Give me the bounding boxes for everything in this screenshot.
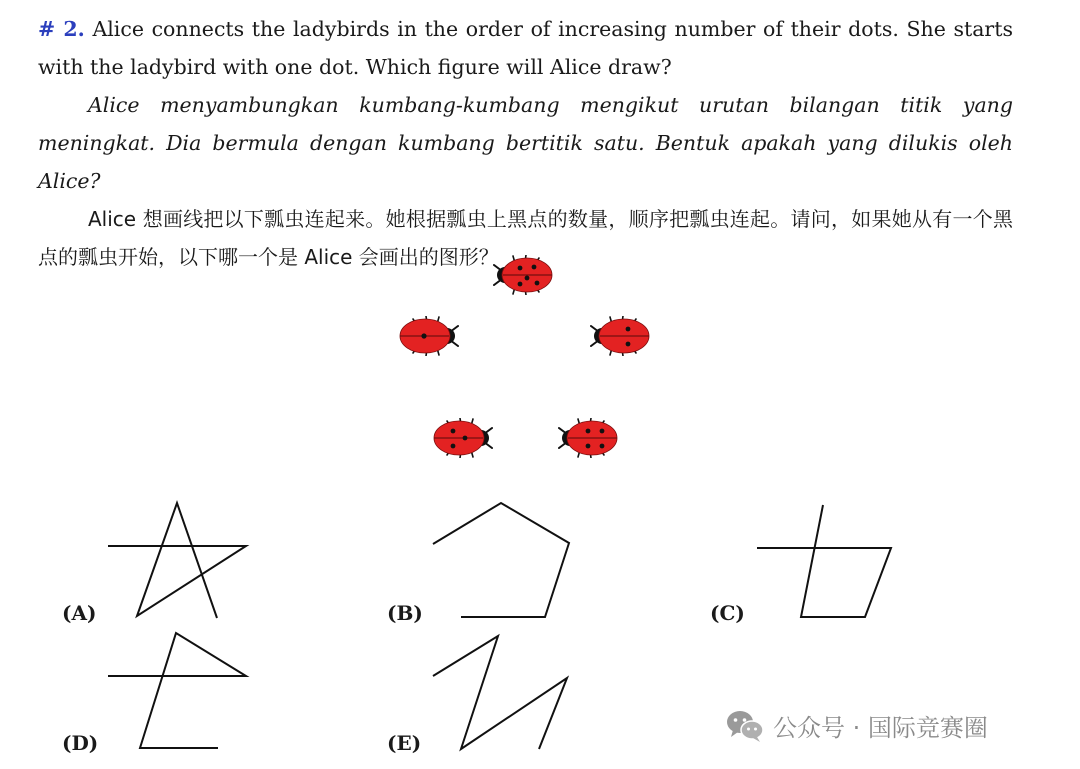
option-a-label[interactable]: (A) — [62, 601, 97, 625]
option-b-label[interactable]: (B) — [387, 601, 423, 625]
watermark-text: 公众号 · 国际竞赛圈 — [773, 714, 988, 742]
option-d-label[interactable]: (D) — [62, 731, 99, 755]
option-e-label[interactable]: (E) — [387, 731, 422, 755]
wechat-icon — [725, 709, 765, 743]
option-c-figure — [750, 495, 910, 625]
option-b-figure — [425, 495, 585, 625]
option-d-figure — [100, 625, 260, 755]
option-e-figure — [425, 625, 585, 755]
ladybird-three-dots — [431, 418, 493, 458]
question-english — [38, 10, 1013, 86]
ladybird-one-dot — [397, 316, 459, 356]
question-malay: Alice menyambungkan kumbang-kumbang mengikut urutan bilangan titik yang meningkat. Dia bermula dengan kumbang bertitik satu. Bentuk apakah yang dilukis oleh Alice? — [38, 93, 1013, 193]
question-english-text: Alice connects the ladybirds in the order of increasing number of their dots. She starts with the ladybird with one dot. Which figure will Alice draw? — [38, 17, 1013, 79]
question-text — [38, 10, 1013, 276]
option-c-label[interactable]: (C) — [710, 601, 745, 625]
option-a-figure — [100, 495, 260, 625]
ladybird-four-dots — [558, 418, 620, 458]
watermark — [725, 708, 988, 743]
ladybird-two-dots — [590, 316, 652, 356]
question-number: # 2. — [38, 17, 85, 41]
ladybird-five-dots — [493, 255, 555, 295]
question-chinese: Alice 想画线把以下瓢虫连起来。她根据瓢虫上黑点的数量，顺序把瓢虫连起。请问，如果她从有一个黑点的瓢虫开始，以下哪一个是 Alice 会画出的图形？ — [38, 207, 1013, 269]
